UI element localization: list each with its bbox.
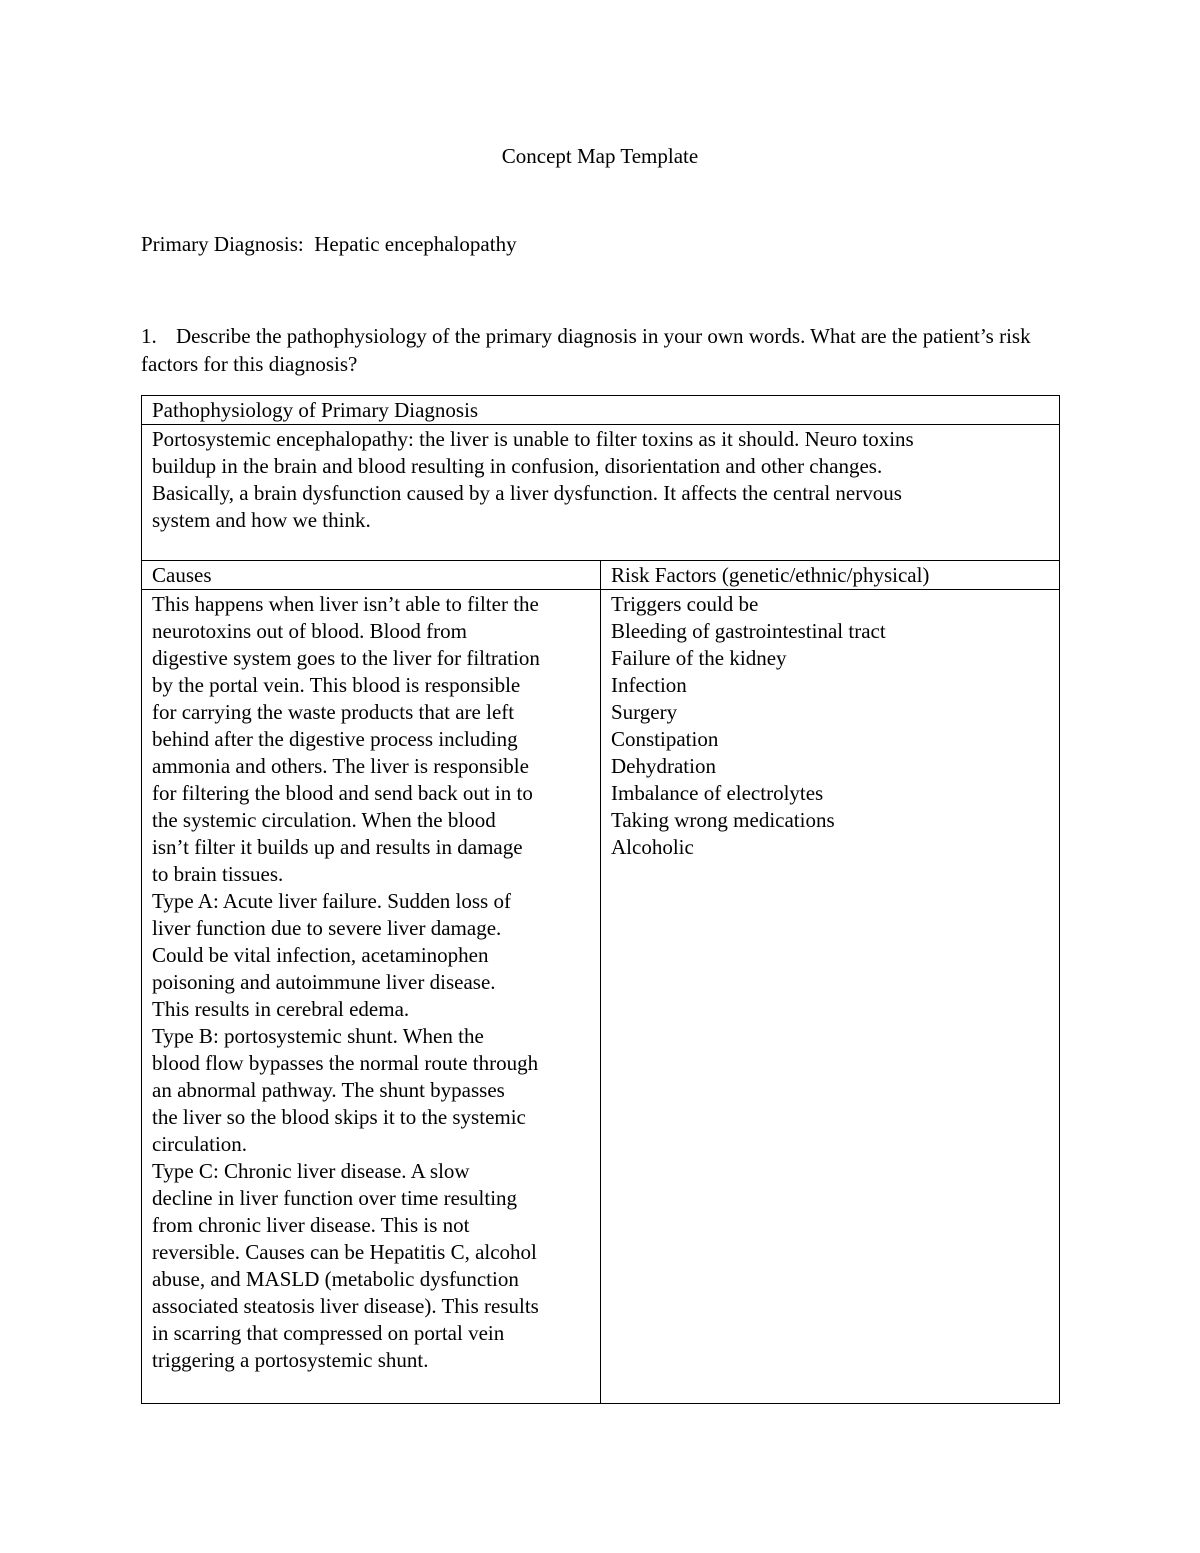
causes-line: the liver so the blood skips it to the systemic <box>152 1105 526 1129</box>
risk-factor-item: Dehydration <box>611 754 716 778</box>
causes-line: Type A: Acute liver failure. Sudden loss of <box>152 889 511 913</box>
causes-line: blood flow bypasses the normal route through <box>152 1051 539 1075</box>
risk-factor-item: Bleeding of gastrointestinal tract <box>611 619 886 643</box>
question-1 <box>141 322 1056 378</box>
causes-line: reversible. Causes can be Hepatitis C, alcohol <box>152 1240 537 1264</box>
risk-factor-item: Surgery <box>611 700 678 724</box>
primary-diagnosis-value: Hepatic encephalopathy <box>314 232 517 256</box>
pathophysiology-header-row <box>142 396 1060 425</box>
causes-line: poisoning and autoimmune liver disease. <box>152 970 496 994</box>
pathophysiology-text <box>142 425 1060 561</box>
causes-line: behind after the digestive process including <box>152 727 518 751</box>
causes-line: This happens when liver isn’t able to filter the <box>152 592 539 616</box>
causes-line: Type B: portosystemic shunt. When the <box>152 1024 484 1048</box>
causes-line: ammonia and others. The liver is responsible <box>152 754 529 778</box>
causes-line: decline in liver function over time resulting <box>152 1186 518 1210</box>
causes-line: for carrying the waste products that are left <box>152 700 515 724</box>
causes-line: liver function due to severe liver damage. <box>152 916 502 940</box>
column-header-row <box>142 561 1060 590</box>
causes-line: by the portal vein. This blood is responsible <box>152 673 521 697</box>
pathophysiology-line: system and how we think. <box>152 508 371 532</box>
concept-map-table <box>141 395 1060 1404</box>
causes-line: Type C: Chronic liver disease. A slow <box>152 1159 470 1183</box>
causes-line: for filtering the blood and send back out in to <box>152 781 533 805</box>
risk-factors-header: Risk Factors (genetic/ethnic/physical) <box>601 561 1060 590</box>
causes-line: neurotoxins out of blood. Blood from <box>152 619 467 643</box>
content-row <box>142 590 1060 1404</box>
primary-diagnosis <box>141 231 517 258</box>
causes-line: to brain tissues. <box>152 862 284 886</box>
causes-line: digestive system goes to the liver for filtration <box>152 646 540 670</box>
causes-line: isn’t filter it builds up and results in damage <box>152 835 523 859</box>
causes-line: from chronic liver disease. This is not <box>152 1213 470 1237</box>
risk-factor-item: Triggers could be <box>611 592 759 616</box>
causes-line: This results in cerebral edema. <box>152 997 410 1021</box>
risk-factors-text <box>601 590 1060 1404</box>
pathophysiology-line: Basically, a brain dysfunction caused by a liver dysfunction. It affects the central nervous <box>152 481 902 505</box>
causes-line: circulation. <box>152 1132 248 1156</box>
risk-factor-item: Imbalance of electrolytes <box>611 781 824 805</box>
causes-line: triggering a portosystemic shunt. <box>152 1348 429 1372</box>
causes-line: associated steatosis liver disease). This results <box>152 1294 539 1318</box>
causes-header: Causes <box>142 561 601 590</box>
primary-diagnosis-label: Primary Diagnosis: <box>141 232 304 256</box>
causes-line: Could be vital infection, acetaminophen <box>152 943 489 967</box>
causes-line: abuse, and MASLD (metabolic dysfunction <box>152 1267 519 1291</box>
pathophysiology-header: Pathophysiology of Primary Diagnosis <box>142 396 1060 425</box>
causes-line: in scarring that compressed on portal vein <box>152 1321 505 1345</box>
risk-factor-item: Failure of the kidney <box>611 646 787 670</box>
risk-factor-item: Constipation <box>611 727 719 751</box>
causes-line: the systemic circulation. When the blood <box>152 808 496 832</box>
pathophysiology-body-row <box>142 425 1060 561</box>
document-title: Concept Map Template <box>501 144 699 168</box>
risk-factor-item: Taking wrong medications <box>611 808 835 832</box>
question-text: Describe the pathophysiology of the primary diagnosis in your own words. What are the patient’s risk factors for this diagnosis? <box>141 324 1031 376</box>
causes-text <box>142 590 601 1404</box>
risk-factor-item: Infection <box>611 673 687 697</box>
pathophysiology-line: buildup in the brain and blood resulting in confusion, disorientation and other changes. <box>152 454 883 478</box>
question-number: 1. <box>141 324 157 348</box>
risk-factor-item: Alcoholic <box>611 835 694 859</box>
causes-line: an abnormal pathway. The shunt bypasses <box>152 1078 505 1102</box>
pathophysiology-line: Portosystemic encephalopathy: the liver is unable to filter toxins as it should. Neuro toxins <box>152 427 914 451</box>
